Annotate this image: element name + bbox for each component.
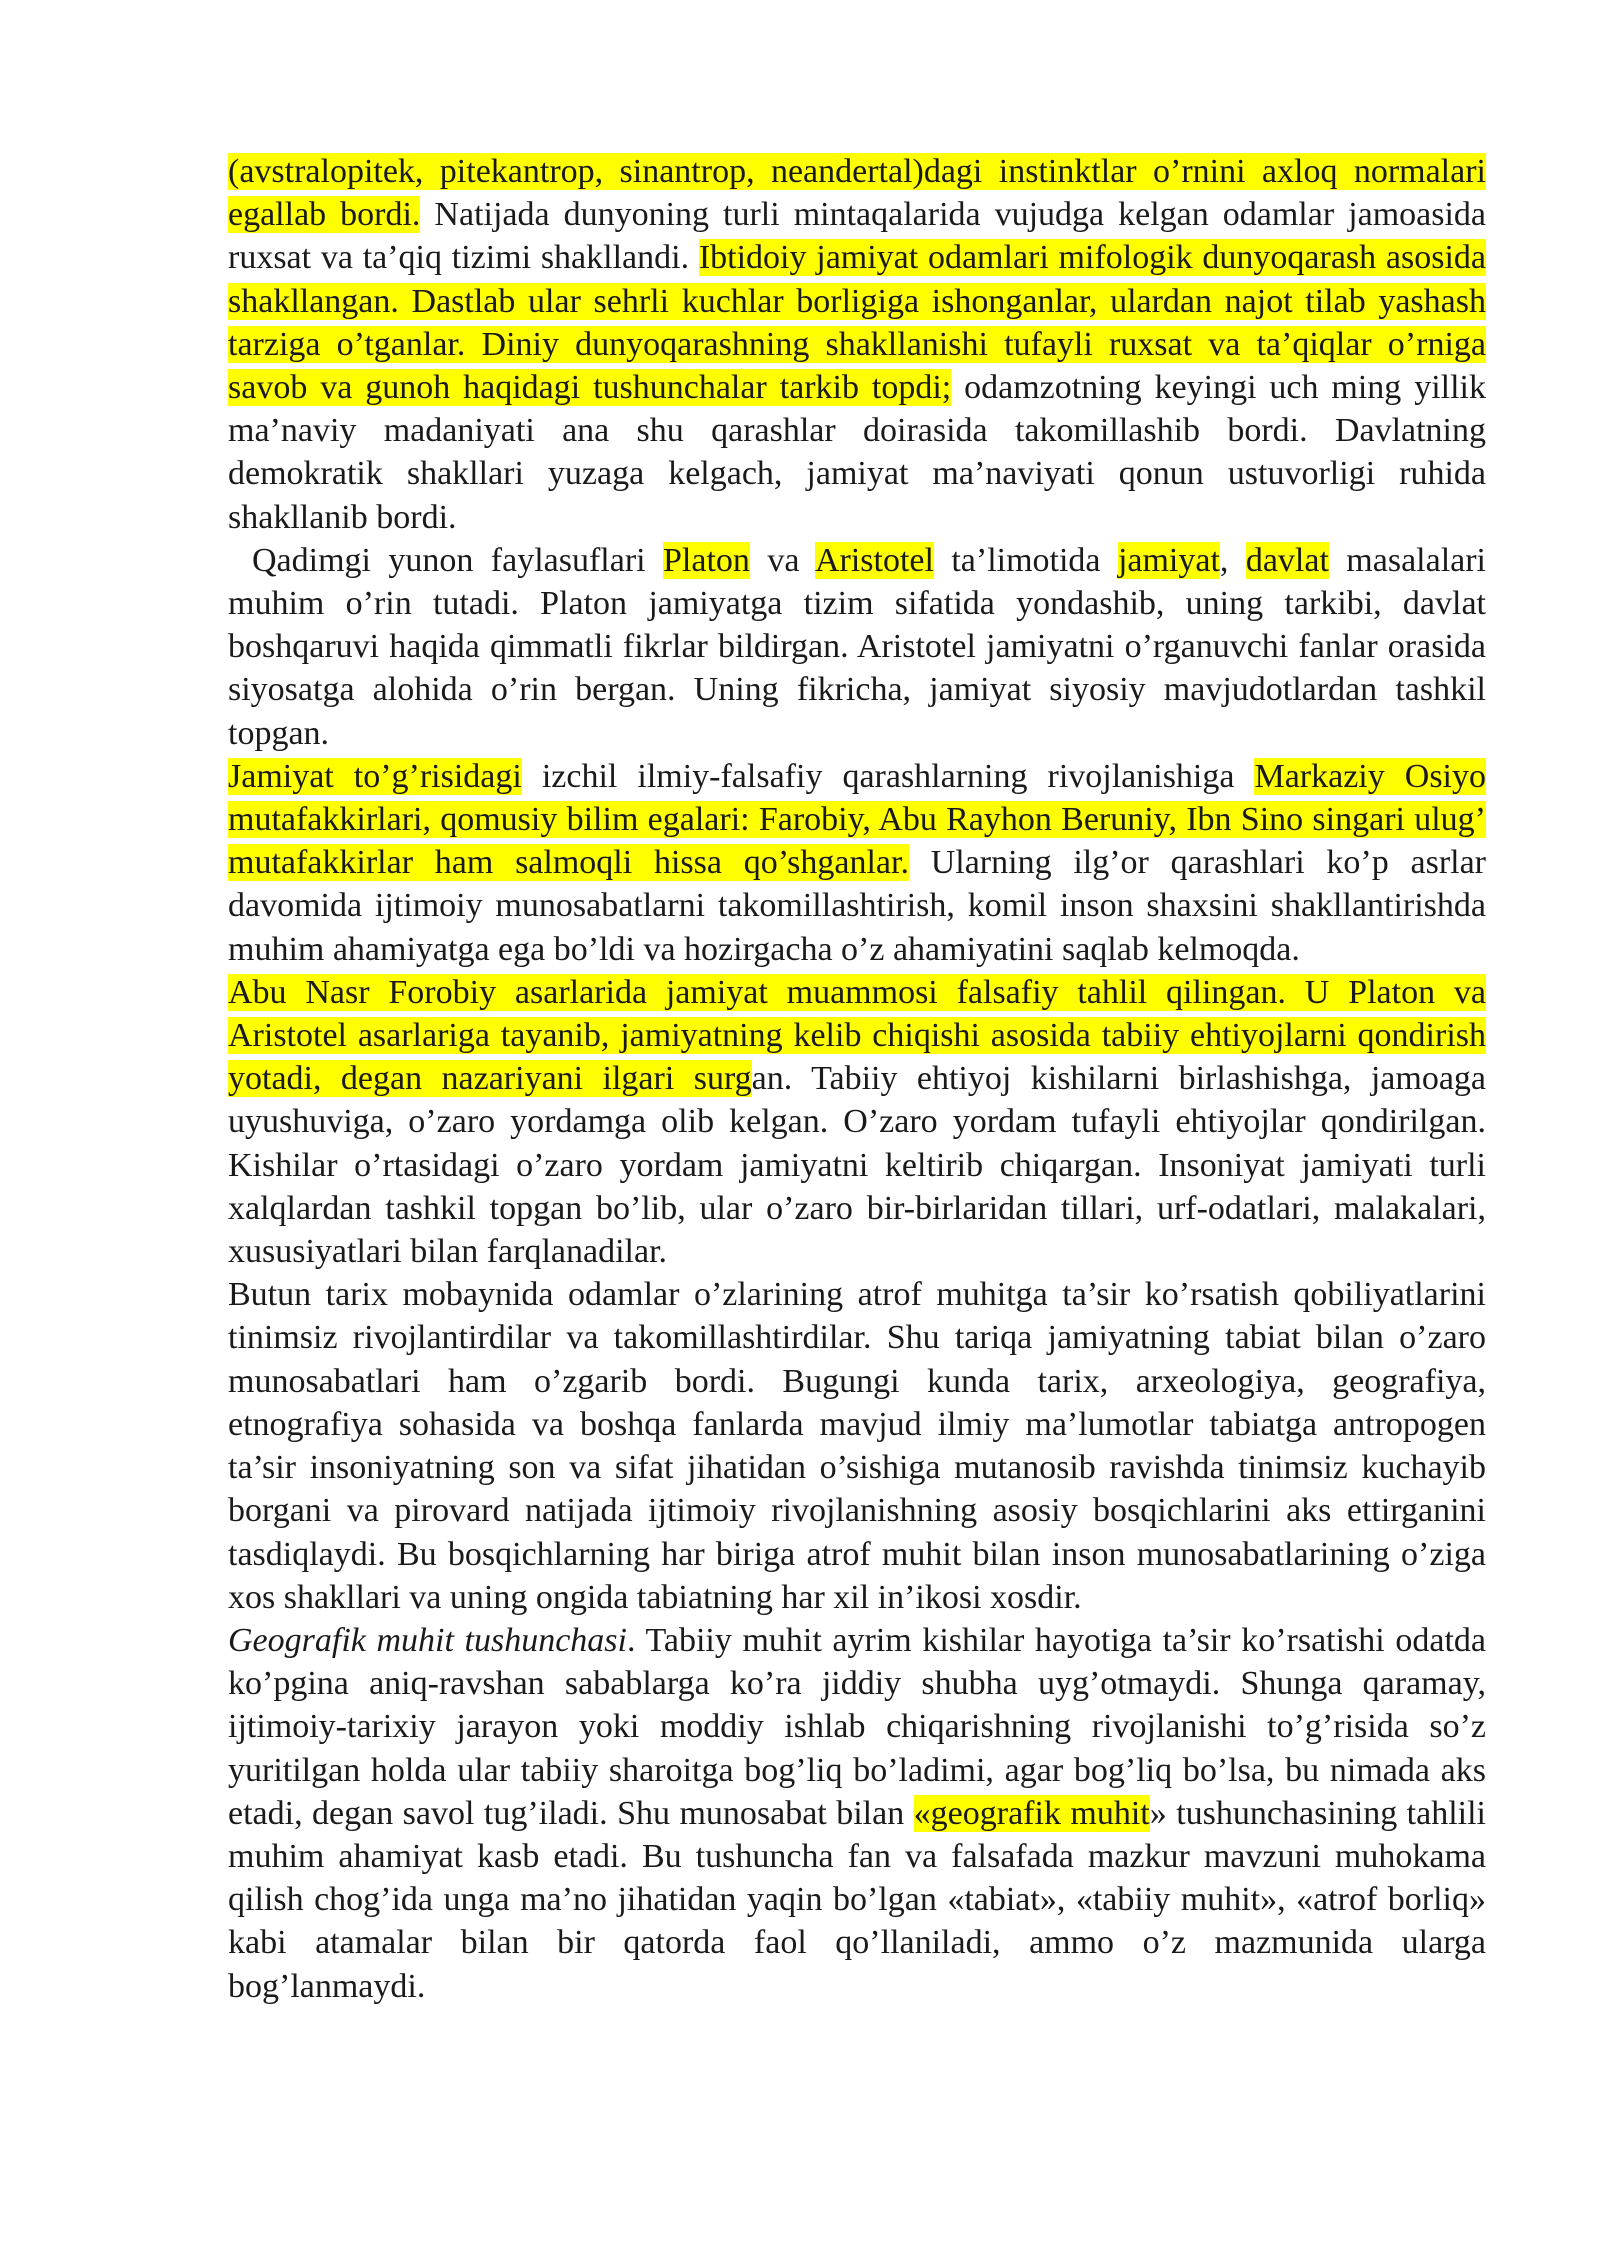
paragraph — [228, 1273, 1486, 1619]
paragraph — [228, 539, 1486, 755]
highlighted-text: Markaziy Osiyo mutafakkirlari, qomusiy bilim egalari: Farobiy, Abu Rayhon Beruniy, Ibn Sino singari ulug’ mutafakkirlar ham salmoqli hissa qo’shganlar. — [228, 757, 1486, 882]
text-run: . Tabiiy muhit ayrim kishilar hayotiga ta’sir ko’rsatishi odatda ko’pgina aniq-ravshan sabablarga ko’ra jiddiy shubha uyg’otmaydi. Shunga qaramay, ijtimoiy-tarixiy jarayon yoki moddiy ishlab chiqarishning rivojlanishi to’g’risida so’z yuritilgan holda ular tabiiy sharoitga bog’liq bo’ladimi, agar bog’liq bo’lsa, bu nimada aks etadi, degan savol tug’iladi. Shu munosabat bilan — [228, 1621, 1486, 1832]
highlighted-text: jamiyat — [1117, 541, 1220, 579]
text-run: Butun tarix mobaynida odamlar o’zlarining atrof muhitga ta’sir ko’rsatish qobiliyatlarini tinimsiz rivojlantirdilar va takomillashtirdilar. Shu tariqa jamiyatning tabiat bilan o’zaro munosabatlari ham o’zgarib bordi. Bugungi kunda tarix, arxeologiya, geografiya, etnografiya sohasida va boshqa fanlarda mavjud ilmiy ma’lumotlar tabiatga antropogen ta’sir insoniyatning son va sifat jihatidan o’sishiga mutanosib ravishda tinimsiz kuchayib borgani va pirovard natijada ijtimoiy rivojlanishning asosiy bosqichlarini aks ettirganini tasdiqlaydi. Bu bosqichlarning har biriga atrof muhit bilan inson munosabatlarining o’ziga xos shakllari va uning ongida tabiatning har xil in’ikosi xosdir. — [228, 1276, 1486, 1616]
text-run: va — [749, 541, 815, 579]
text-run: izchil ilmiy-falsafiy qarashlarning rivojlanishiga — [521, 757, 1255, 795]
highlighted-text: Platon — [663, 541, 750, 579]
text-run: masalalari muhim o’rin tutadi. Platon jamiyatga tizim sifatida yondashib, uning tarkibi, davlat boshqaruvi haqida qimmatli fikrlar bildirgan. Aristotel jamiyatni o’rganuvchi fanlar orasida siyosatga alohida o’rin bergan. Uning fikricha, jamiyat siyosiy mavjudotlardan tashkil topgan. — [228, 541, 1486, 752]
text-run: Natijada dunyoning turli mintaqalarida vujudga kelgan odamlar jamoasida ruxsat va ta’qiq tizimi shakllandi. — [228, 196, 1487, 277]
text-run: ta’limotida — [933, 541, 1118, 579]
highlighted-text: Abu Nasr Forobiy asarlarida jamiyat muammosi falsafiy tahlil qilingan. U Platon va Aristotel asarlariga tayanib, jamiyatning kelib chiqishi asosida tabiiy ehtiyojlarni qondirish yotadi, degan nazariyani ilgari surg — [228, 973, 1486, 1098]
italic-term: Geografik muhit tushunchasi — [228, 1621, 627, 1659]
highlighted-text: Ibtidoiy jamiyat odamlari mifologik dunyoqarash asosida shakllangan. Dastlab ular sehrli kuchlar borligiga ishonganlar, ulardan najot tilab yashash tarziga o’tganlar. Diniy dunyoqarashning shakllanishi tufayli ruxsat va ta’qiqlar o’rniga savob va gunoh haqidagi tushunchalar tarkib topdi; — [228, 239, 1486, 407]
text-run: odamzotning keyingi uch ming yillik ma’naviy madaniyati ana shu qarashlar doirasida takomillashib bordi. Davlatning demokratik shakllari yuzaga kelgach, jamiyat ma’naviyati qonun ustuvorligi ruhida shakllanib bordi. — [228, 369, 1486, 536]
document-body — [228, 150, 1486, 2008]
text-run: Ularning ilg’or qarashlari ko’p asrlar davomida ijtimoiy munosabatlarni takomillashtirish, komil inson shaxsini shakllantirishda muhim ahamiyatga ega bo’ldi va hozirgacha o’z ahamiyatini saqlab kelmoqda. — [228, 844, 1487, 968]
highlighted-text: (avstralopitek, pitekantrop, sinantrop, neandertal)dagi instinktlar o’rnini axloq normalari egallab bordi. — [228, 153, 1486, 234]
paragraph — [228, 1619, 1486, 2008]
highlighted-text: «geografik muhit — [913, 1794, 1150, 1832]
text-run: Qadimgi yunon faylasuflari — [252, 541, 664, 579]
paragraph — [228, 150, 1486, 539]
text-run: , — [1219, 541, 1246, 579]
text-run: an. Tabiiy ehtiyoj kishilarni birlashishga, jamoaga uyushuviga, o’zaro yordamga olib kelgan. O’zaro yordam tufayli ehtiyojlar qondirilgan. Kishilar o’rtasidagi o’zaro yordam jamiyatni keltirib chiqargan. Insoniyat jamiyati turli xalqlardan tashkil topgan bo’lib, ular o’zaro bir-birlaridan tillari, urf-odatlari, malakalari, xususiyatlari bilan farqlanadilar. — [228, 1060, 1487, 1271]
text-run: » tushunchasining tahlili muhim ahamiyat kasb etadi. Bu tushuncha fan va falsafada mazkur mavzuni muhokama qilish chog’ida unga ma’no jihatidan yaqin bo’lgan «tabiat», «tabiiy muhit», «atrof borliq» kabi atamalar bilan bir qatorda faol qo’llaniladi, ammo o’z mazmunida ularga bog’lanmaydi. — [228, 1794, 1486, 2005]
highlighted-text: davlat — [1245, 541, 1329, 579]
paragraph — [228, 755, 1486, 971]
highlighted-text: Jamiyat to’g’risidagi — [228, 757, 522, 795]
paragraph — [228, 971, 1486, 1273]
highlighted-text: Aristotel — [814, 541, 934, 579]
